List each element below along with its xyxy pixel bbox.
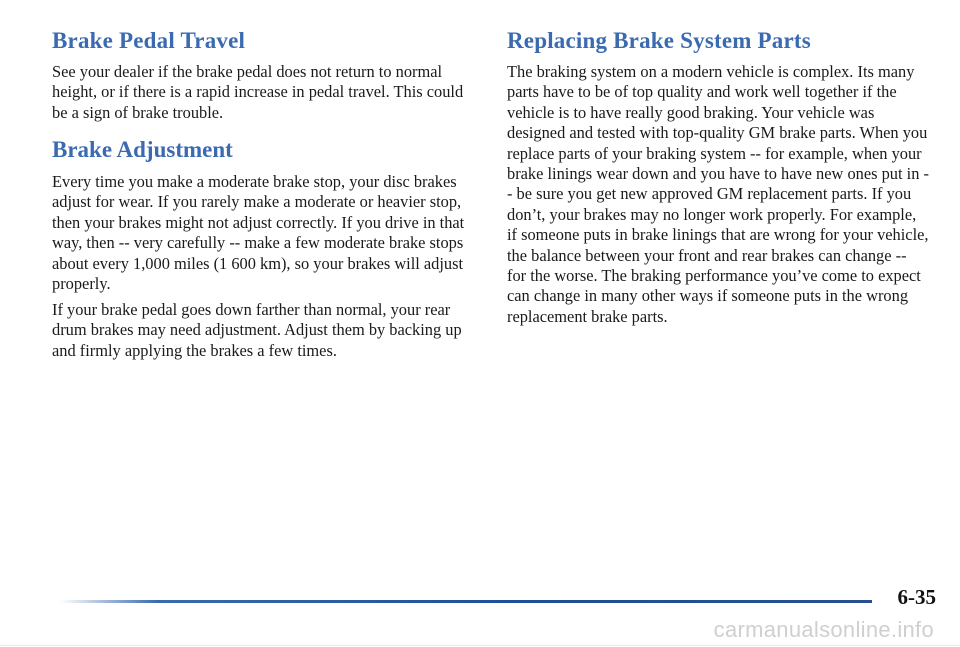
paragraph-brake-adjustment: Every time you make a moderate brake stop, your disc brakes adjust for wear. If you rarely make a moderate or heavier stop, then your brakes might not adjust correctly. If you drive in that way, then -- very carefully -- make a few moderate brake stops about every 1,000 miles (1 600 km), so your brakes will adjust properly. (52, 172, 465, 294)
section-heading-brake-adjustment: Brake Adjustment (52, 137, 233, 162)
paragraph-replacing-brake-parts: The braking system on a modern vehicle is complex. Its many parts have to be of top quality and work well together if the vehicle is to have really good braking. Your vehicle was designed and tested with top-quality GM brake parts. When you replace parts of your braking system -- for example, when your brake linings wear down and you have to have new ones put in -- be sure you get new approved GM replacement parts. If you don’t, your brakes may no longer work properly. For example, if someone puts in brake linings that are wrong for your vehicle, the balance between your front and rear brakes can change -- for the worse. The braking performance you’ve come to expect can change in many other ways if someone puts in the wrong replacement brake parts. (507, 62, 929, 326)
page-number: 6-35 (897, 585, 936, 609)
paragraph-brake-pedal-travel: See your dealer if the brake pedal does not return to normal height, or if there is a rapid increase in pedal travel. This could be a sign of brake trouble. (52, 62, 464, 122)
section-heading-brake-pedal-travel: Brake Pedal Travel (52, 28, 246, 53)
section-heading-replacing-brake-parts: Replacing Brake System Parts (507, 28, 811, 53)
paragraph-rear-drum-brakes: If your brake pedal goes down farther than normal, your rear drum brakes may need adjustment. Adjust them by backing up and firmly applying the brakes a few times. (52, 300, 462, 360)
footer-rule (60, 600, 872, 603)
site-watermark: carmanualsonline.info (713, 617, 934, 642)
page-bottom-divider (0, 645, 960, 646)
